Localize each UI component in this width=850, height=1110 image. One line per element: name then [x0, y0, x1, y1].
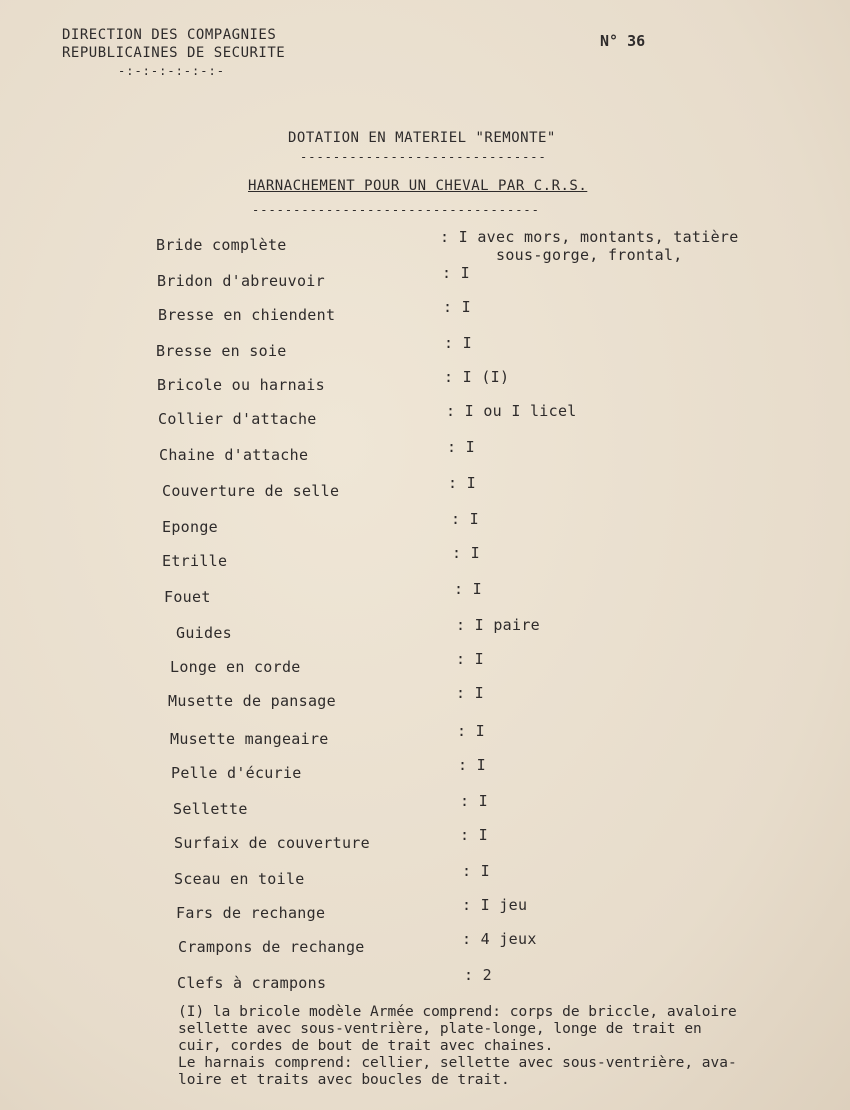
- item-name: Bresse en soie: [156, 342, 287, 360]
- item-name: Fouet: [164, 588, 211, 606]
- item-quantity: : I: [443, 298, 471, 316]
- item-name: Bride complète: [156, 236, 287, 254]
- org-decoration: -:-:-:-:-:-:-: [118, 64, 225, 78]
- item-quantity: : I: [451, 510, 479, 528]
- item-quantity: : 4 jeux: [462, 930, 537, 948]
- item-name: Fars de rechange: [176, 904, 326, 922]
- item-quantity-continued: sous-gorge, frontal,: [496, 246, 683, 264]
- item-quantity: : I avec mors, montants, tatière: [440, 228, 739, 246]
- item-quantity: : I: [442, 264, 470, 282]
- organization-header: [62, 26, 285, 80]
- item-quantity: : I: [448, 474, 476, 492]
- item-name: Collier d'attache: [158, 410, 317, 428]
- item-quantity: : I: [460, 826, 488, 844]
- item-name: Bricole ou harnais: [157, 376, 325, 394]
- item-name: Musette mangeaire: [170, 730, 329, 748]
- org-line-2: REPUBLICAINES DE SECURITE: [62, 45, 286, 61]
- item-name: Bresse en chiendent: [158, 306, 336, 324]
- footnote: (I) la bricole modèle Armée comprend: corps de briccle, avaloire sellette avec sous-ventrière, plate-longe, longe de trait en cuir, cordes de bout de trait avec chaines. Le harnais comprend: cellier, sellette avec sous-ventrière, ava- loire et traits avec boucles de trait.: [178, 1004, 737, 1088]
- item-name: Clefs à crampons: [177, 974, 327, 992]
- item-quantity: : I: [456, 650, 484, 668]
- item-name: Pelle d'écurie: [171, 764, 302, 782]
- item-quantity: : I: [457, 722, 485, 740]
- item-name: Eponge: [162, 518, 218, 536]
- item-quantity: : I: [452, 544, 480, 562]
- item-quantity: : I: [460, 792, 488, 810]
- item-quantity: : I: [454, 580, 482, 598]
- item-name: Longe en corde: [170, 658, 301, 676]
- org-line-1: DIRECTION DES COMPAGNIES: [62, 27, 277, 43]
- subtitle-rule: -----------------------------------: [252, 203, 540, 217]
- item-quantity: : I jeu: [462, 896, 528, 914]
- item-quantity: : I: [456, 684, 484, 702]
- document-subtitle: HARNACHEMENT POUR UN CHEVAL PAR C.R.S.: [248, 178, 588, 194]
- item-name: Etrille: [162, 552, 228, 570]
- item-quantity: : I: [444, 334, 472, 352]
- item-quantity: : I paire: [456, 616, 540, 634]
- document-number: N° 36: [600, 32, 646, 50]
- item-name: Sellette: [173, 800, 248, 818]
- item-name: Couverture de selle: [162, 482, 340, 500]
- item-quantity: : I: [447, 438, 475, 456]
- item-name: Surfaix de couverture: [174, 834, 370, 852]
- item-name: Sceau en toile: [174, 870, 305, 888]
- item-quantity: : I (I): [444, 368, 510, 386]
- item-name: Crampons de rechange: [178, 938, 365, 956]
- item-name: Musette de pansage: [168, 692, 336, 710]
- document-title: DOTATION EN MATERIEL "REMONTE": [288, 130, 556, 146]
- item-name: Guides: [176, 624, 232, 642]
- item-quantity: : 2: [464, 966, 492, 984]
- item-name: Bridon d'abreuvoir: [157, 272, 325, 290]
- item-quantity: : I: [458, 756, 486, 774]
- item-quantity: : I: [462, 862, 490, 880]
- item-name: Chaine d'attache: [159, 446, 309, 464]
- title-rule: ------------------------------: [300, 150, 547, 164]
- item-quantity: : I ou I licel: [446, 402, 577, 420]
